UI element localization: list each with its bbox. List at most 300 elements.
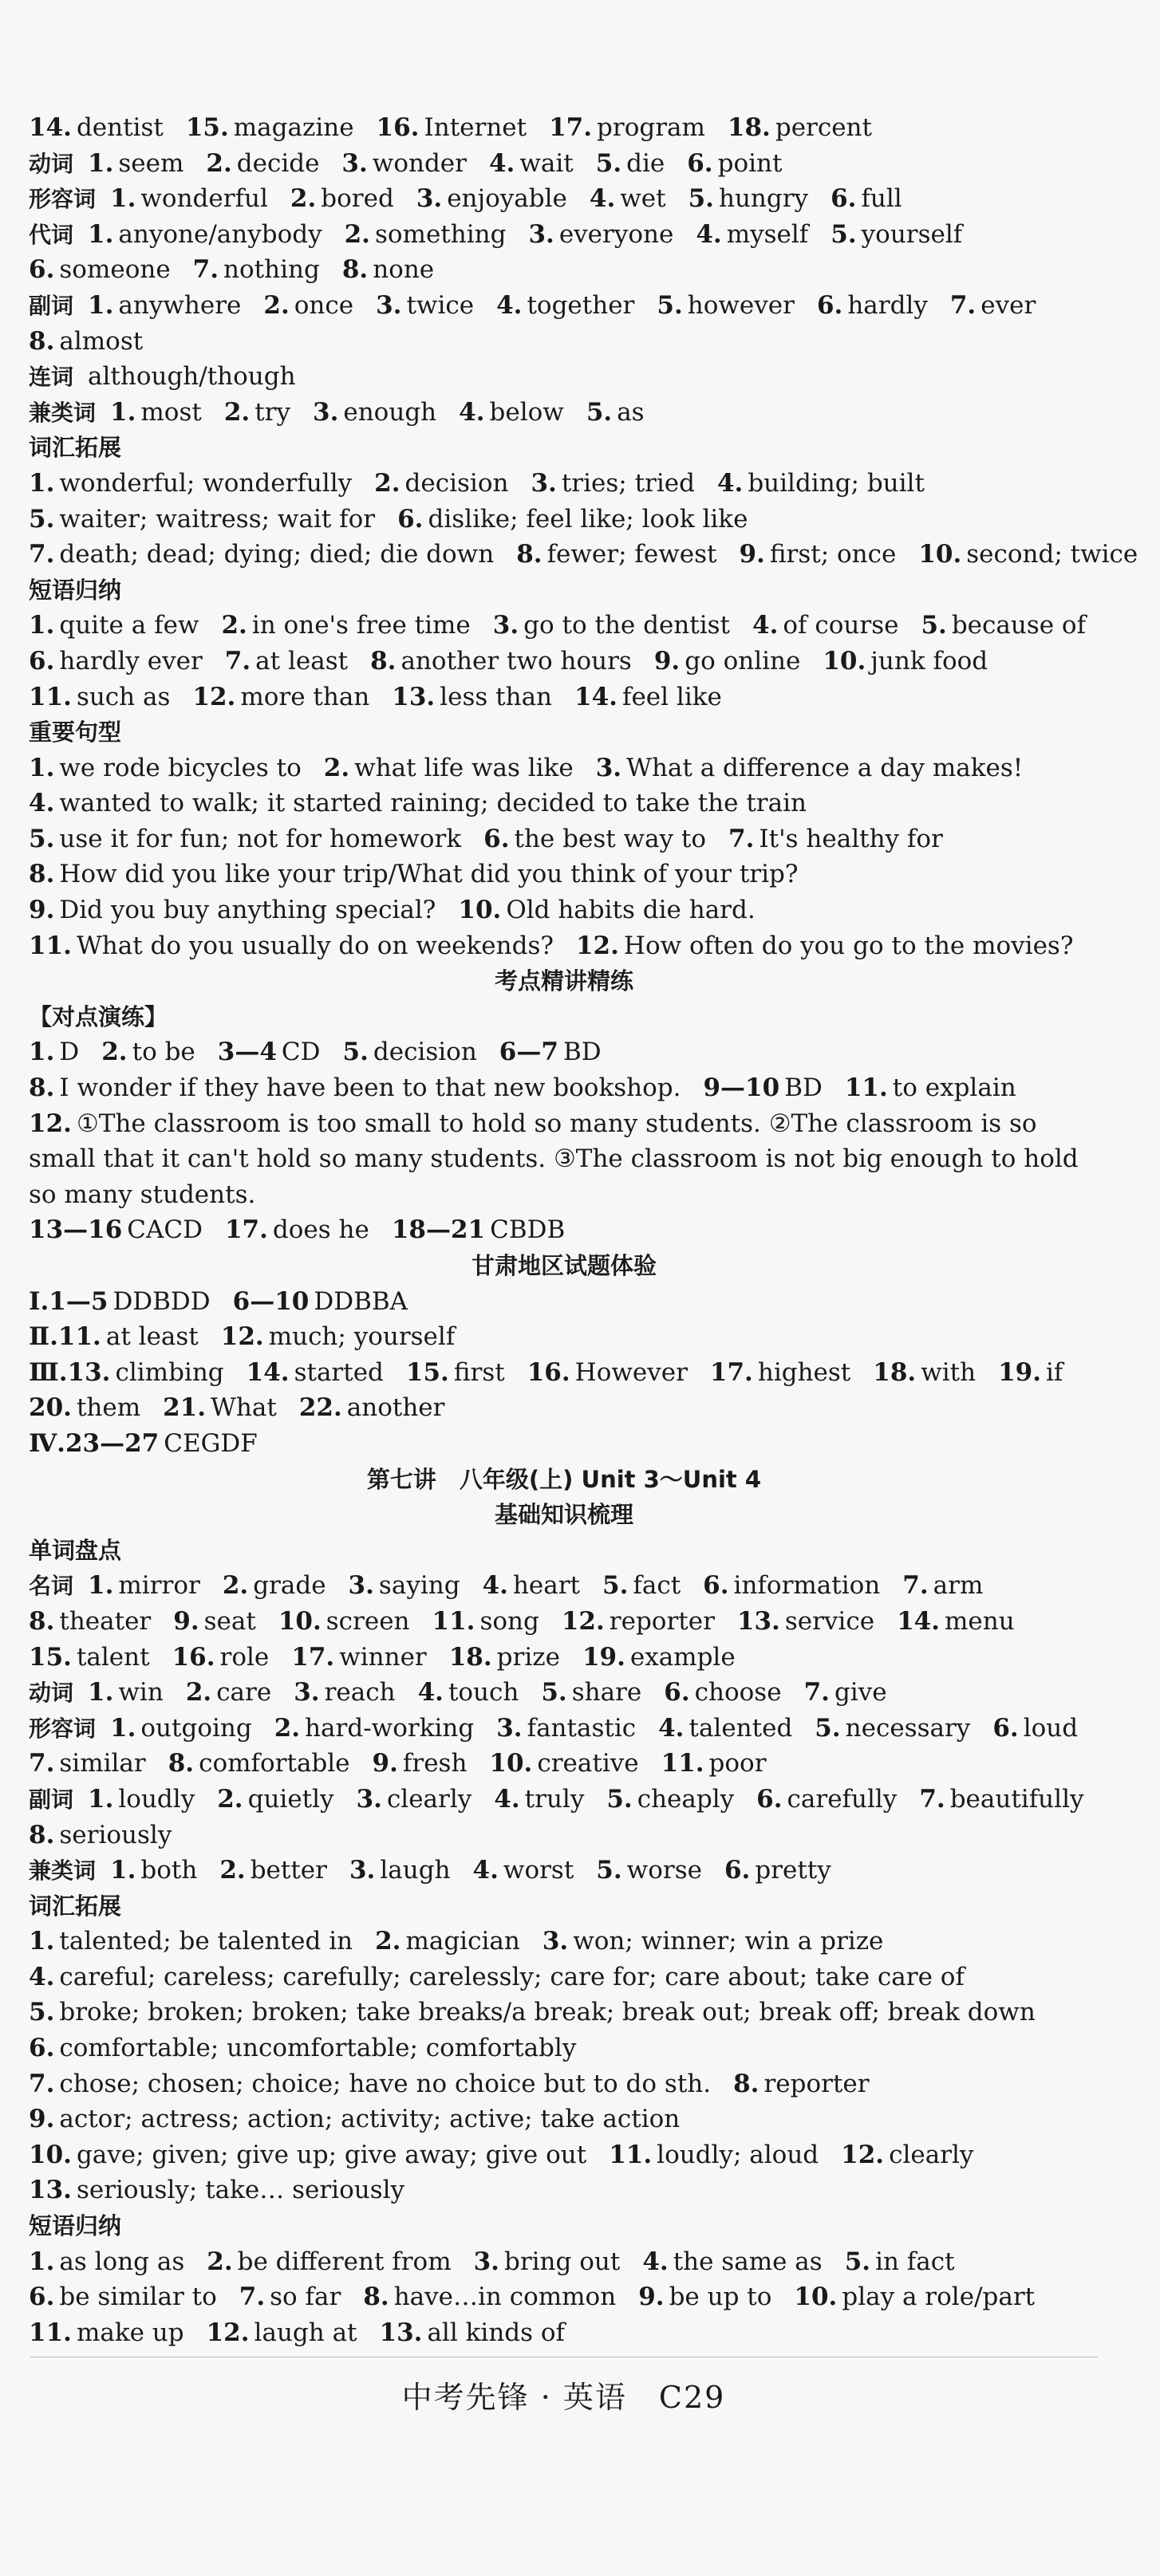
answer-item: [349, 1856, 451, 1885]
item-number: 5.: [29, 1998, 55, 2027]
item-number: 9.: [29, 896, 55, 925]
item-number: 4.: [752, 611, 779, 640]
answer-text: however: [687, 290, 795, 320]
item-number: 1.: [88, 1678, 114, 1707]
answer-text: anywhere: [118, 290, 242, 320]
answer-item: [606, 1785, 734, 1814]
answer-item: [687, 149, 782, 178]
answer-line: [29, 786, 1099, 821]
item-number: 1.: [88, 148, 114, 178]
item-number: 3.: [595, 753, 622, 782]
answer-text: information: [733, 1571, 881, 1601]
answer-text: magazine: [233, 113, 354, 142]
answer-line: [29, 1426, 1099, 1462]
answer-text: wonder: [372, 148, 467, 178]
answer-text: I wonder if they have been to that new bookshop.: [59, 1073, 681, 1103]
answer-line: [29, 146, 1099, 182]
answer-item: [831, 220, 962, 249]
answer-item: [29, 2070, 711, 2098]
item-number: 4.: [459, 397, 485, 427]
answer-text: both: [140, 1856, 198, 1885]
item-number: 3.: [349, 1856, 376, 1885]
item-number: 4.: [417, 1678, 444, 1707]
item-number: 3.: [492, 611, 519, 640]
answer-line: [29, 466, 1099, 502]
answer-item: [29, 540, 494, 569]
answer-item: [29, 1963, 965, 1991]
answer-item: [543, 1927, 884, 1956]
item-number: 2.: [101, 1038, 128, 1067]
answer-item: [218, 1038, 321, 1066]
answer-text: feel like: [621, 682, 722, 711]
answer-text: beautifully: [949, 1784, 1084, 1814]
answer-text: be different from: [237, 2247, 452, 2276]
answer-item: [418, 1678, 519, 1707]
answer-text: junk food: [870, 646, 988, 676]
answer-item: [804, 1678, 887, 1707]
item-number: 4.: [496, 290, 523, 320]
answer-item: [527, 1358, 688, 1387]
answer-line: [29, 217, 1099, 253]
answer-item: [918, 540, 1138, 569]
item-number: 4.: [488, 148, 515, 178]
item-number: 2.: [374, 468, 400, 498]
answer-item: [574, 683, 722, 711]
answer-item: [29, 1287, 211, 1316]
answer-text: comfortable: [199, 1749, 350, 1778]
answer-line: [29, 1390, 1099, 1426]
answer-text: anyone/anybody: [118, 219, 322, 249]
section-heading: 单词盘点: [29, 1536, 122, 1564]
item-number: 5.: [586, 397, 613, 427]
item-number: 12.: [192, 682, 236, 711]
answer-text: fact: [633, 1571, 681, 1601]
answer-item: [392, 1215, 565, 1244]
answer-text: program: [597, 113, 705, 142]
answer-item: [541, 1678, 641, 1707]
answer-item: [375, 1927, 520, 1956]
item-number: 16.: [527, 1357, 570, 1387]
answer-text: cheaply: [637, 1784, 735, 1814]
answer-text: most: [140, 397, 202, 427]
answer-text: fewer; fewest: [546, 540, 717, 569]
answer-line: [29, 324, 1099, 360]
answer-item: [739, 540, 896, 569]
item-number: 14.: [574, 682, 617, 711]
answer-line: [29, 2279, 1099, 2315]
answer-text: talented: [689, 1713, 793, 1743]
answer-text: once: [294, 290, 354, 320]
answer-text: CEGDF: [164, 1428, 258, 1458]
answer-text: none: [373, 255, 435, 285]
answer-item: [416, 184, 567, 213]
answer-item: [528, 220, 673, 249]
answer-line: [29, 1070, 1099, 1106]
answer-item: [921, 611, 1086, 640]
answer-line: [29, 1034, 1099, 1070]
item-number: 5.: [29, 504, 55, 534]
answer-item: [29, 2176, 404, 2204]
item-number: 12.: [561, 1606, 605, 1636]
answer-text: decision: [373, 1038, 477, 1067]
answer-text: screen: [326, 1606, 410, 1636]
answer-text: at least: [105, 1322, 199, 1352]
item-number: 7.: [224, 646, 251, 676]
answer-line: [29, 750, 1099, 786]
item-number: 5.: [657, 290, 683, 320]
answer-text: CBDB: [490, 1215, 566, 1245]
answer-item: [29, 647, 203, 676]
item-number: 2.: [219, 1856, 246, 1885]
answer-item: [224, 398, 290, 427]
answer-text: share: [571, 1678, 642, 1707]
answer-text: How did you like your trip/What did you think of your trip?: [59, 860, 799, 889]
answer-item: [29, 1998, 1036, 2027]
answer-key-page: [29, 110, 1138, 2350]
item-number: 2.: [223, 397, 251, 427]
item-number: 7.: [902, 1571, 929, 1601]
item-number: 2.: [344, 219, 370, 249]
item-number: 2.: [206, 148, 232, 178]
answer-line: [29, 2030, 1099, 2066]
answer-text: winner: [339, 1642, 427, 1672]
answer-text: tries; tried: [561, 468, 695, 498]
answer-text: gave; given; give up; give away; give out: [76, 2140, 587, 2169]
answer-text: hardly: [847, 290, 928, 320]
answer-text: DDBBA: [314, 1286, 408, 1316]
answer-item: [710, 1358, 850, 1387]
item-number: Ⅳ.23—27: [29, 1428, 160, 1458]
answer-text: be similar to: [59, 2283, 217, 2312]
answer-line: [29, 1319, 1099, 1355]
answer-item: [207, 2247, 451, 2276]
answer-text: twice: [406, 290, 475, 320]
answer-item: [225, 647, 348, 676]
item-number: 11.: [29, 2318, 72, 2347]
item-number: 4.: [482, 1571, 508, 1601]
answer-line: [29, 252, 1099, 288]
answer-item: [609, 2141, 819, 2169]
item-number: 4.: [472, 1856, 499, 1885]
item-number: 3.: [473, 2247, 499, 2276]
answer-text: so far: [270, 2283, 341, 2312]
item-number: 11.: [432, 1606, 475, 1636]
answer-text: seat: [203, 1606, 256, 1636]
answer-item: [29, 327, 143, 356]
item-number: 2.: [185, 1678, 212, 1707]
section-title: 第七讲 八年级(上) Unit 3～Unit 4: [366, 1465, 762, 1493]
item-number: 6.: [756, 1784, 783, 1814]
item-number: 2.: [207, 2247, 233, 2276]
answer-item: [638, 2283, 771, 2311]
item-number: 7.: [919, 1784, 945, 1814]
answer-text: another two hours: [400, 646, 632, 676]
item-number: 5.: [844, 2247, 871, 2276]
answer-item: [349, 1571, 460, 1600]
answer-text: talented; be talented in: [59, 1927, 353, 1956]
item-number: 1.: [29, 1927, 55, 1956]
answer-item: [343, 1038, 477, 1066]
answer-item: [756, 1785, 897, 1814]
answer-item: [29, 932, 554, 960]
answer-item: [88, 1571, 200, 1600]
item-number: 5.: [921, 611, 947, 640]
answer-item: [499, 1038, 602, 1066]
item-number: 1.: [110, 184, 136, 214]
answer-text: magician: [405, 1927, 520, 1956]
answer-text: loud: [1023, 1713, 1079, 1743]
answer-text: in fact: [875, 2247, 955, 2276]
item-number: 6.: [29, 646, 55, 676]
item-number: 12.: [220, 1322, 264, 1352]
item-number: 18.: [727, 113, 771, 142]
answer-item: [590, 184, 666, 213]
answer-item: [661, 1749, 767, 1778]
answer-text: song: [479, 1606, 539, 1636]
answer-item: [549, 113, 705, 142]
answer-text: another: [346, 1393, 445, 1423]
answer-item: [221, 611, 470, 640]
answer-item: [29, 1821, 172, 1849]
item-number: 13.: [736, 1606, 780, 1636]
answer-text: outgoing: [140, 1713, 252, 1743]
answer-line: [29, 1853, 1099, 1889]
item-number: 9.: [739, 540, 765, 569]
category-label: 副词: [29, 292, 74, 319]
answer-text: wonderful: [140, 184, 268, 214]
category-label: 兼类词: [29, 1857, 97, 1885]
item-number: 8.: [29, 1073, 55, 1103]
answer-line: [29, 1924, 1099, 1960]
answer-line: [29, 1675, 1099, 1711]
item-number: 7.: [728, 824, 755, 853]
answer-item: [406, 1358, 505, 1387]
item-number: 8.: [168, 1749, 195, 1778]
answer-item: [29, 1749, 146, 1778]
answer-text: to explain: [892, 1073, 1016, 1103]
item-number: 10.: [489, 1749, 533, 1778]
item-number: 1.: [29, 611, 55, 640]
item-number: 21.: [163, 1393, 207, 1423]
item-number: 9.: [29, 2105, 55, 2134]
item-number: 5.: [596, 1856, 622, 1885]
section-heading: 短语归纳: [29, 576, 122, 604]
item-number: 6.: [816, 290, 843, 320]
answer-line: [29, 1782, 1099, 1818]
answer-text: much; yourself: [268, 1322, 456, 1352]
item-number: 19.: [998, 1357, 1042, 1387]
answer-text: started: [294, 1357, 384, 1387]
item-number: 12.: [29, 1109, 72, 1138]
section-heading: 【对点演练】: [29, 1002, 168, 1030]
answer-item: [845, 2247, 955, 2276]
answer-text: touch: [448, 1678, 519, 1707]
answer-item: [815, 1714, 970, 1743]
category-label: 形容词: [29, 1715, 97, 1742]
answer-text: BD: [784, 1073, 823, 1103]
item-number: 4.: [696, 219, 722, 249]
answer-line: [29, 1212, 1099, 1248]
answer-text: the best way to: [514, 824, 707, 853]
item-number: 10.: [458, 896, 502, 925]
answer-text: what life was like: [354, 753, 574, 782]
answer-text: dentist: [76, 113, 164, 142]
item-number: 2.: [221, 611, 247, 640]
item-number: 3.: [496, 1713, 523, 1743]
item-number: 14.: [29, 113, 72, 142]
answer-item: [919, 1785, 1083, 1814]
answer-text: try: [254, 397, 290, 427]
item-number: 12.: [206, 2318, 250, 2347]
item-number: 10.: [29, 2140, 72, 2169]
item-number: 18.: [448, 1642, 492, 1672]
answer-item: [728, 825, 943, 853]
answer-line: [29, 359, 1099, 395]
item-number: 20.: [29, 1393, 72, 1423]
section-heading: 词汇拓展: [29, 434, 122, 462]
answer-text: almost: [59, 326, 144, 356]
item-number: 1.: [29, 753, 55, 782]
item-number: 6.: [397, 504, 424, 534]
item-number: 10.: [918, 540, 962, 569]
answer-text: creative: [537, 1749, 639, 1778]
item-number: Ⅱ.11.: [29, 1322, 101, 1352]
answer-item: [294, 1678, 395, 1707]
answer-text: bored: [321, 184, 394, 214]
item-number: 1.: [110, 1856, 136, 1885]
answer-text: something: [374, 219, 507, 249]
answer-item: [363, 2283, 616, 2311]
answer-text: It's healthy for: [759, 824, 943, 853]
answer-line: [29, 2137, 1099, 2173]
answer-item: [274, 1714, 475, 1743]
item-number: 14.: [897, 1606, 940, 1636]
answer-text: grade: [253, 1571, 326, 1601]
category-label: 形容词: [29, 186, 97, 213]
item-number: 7.: [239, 2283, 266, 2312]
answer-text: ①The classroom is too small to hold so many students. ②The classroom is so small that it can't hold so many students. ③The classroom is not big enough to hold so many students.: [29, 1109, 1079, 1209]
answer-line: [29, 1995, 1099, 2030]
item-number: 2.: [274, 1713, 301, 1743]
answer-item: [207, 2318, 357, 2347]
answer-item: [642, 2247, 822, 2276]
item-number: 4.: [642, 2247, 669, 2276]
answer-item: [370, 647, 632, 676]
answer-text: actor; actress; action; activity; active; take action: [59, 2105, 681, 2134]
item-number: 13.: [392, 682, 436, 711]
answer-item: [29, 469, 352, 498]
answer-text: Internet: [424, 113, 527, 142]
answer-text: seriously; take… seriously: [76, 2176, 405, 2205]
item-number: 15.: [29, 1642, 72, 1672]
answer-text: careful; careless; carefully; carelessly; care for; care about; take care of: [59, 1962, 965, 1991]
answer-text: go online: [685, 646, 801, 676]
answer-item: [654, 647, 801, 676]
answer-item: [168, 1749, 350, 1778]
category-label: 动词: [29, 150, 74, 177]
answer-item: [493, 611, 730, 640]
item-number: 7.: [803, 1678, 830, 1707]
item-number: 4.: [494, 1784, 520, 1814]
item-number: 8.: [29, 1820, 55, 1849]
answer-text: quite a few: [59, 611, 199, 640]
item-number: 11.: [29, 682, 72, 711]
answer-item: [290, 184, 394, 213]
answer-line: [29, 1355, 1099, 1391]
category-label: 代词: [29, 221, 74, 248]
item-number: 8.: [370, 646, 397, 676]
answer-item: [110, 1856, 197, 1885]
answer-item: [172, 1643, 270, 1672]
answer-item: [689, 184, 808, 213]
item-number: 10.: [278, 1606, 322, 1636]
item-number: 10.: [794, 2283, 838, 2312]
answer-item: [173, 1607, 256, 1636]
answer-item: [658, 1714, 792, 1743]
answer-item: [473, 1856, 574, 1885]
answer-line: [29, 2101, 1099, 2137]
answer-item: [596, 754, 1024, 782]
answer-text: does he: [272, 1215, 369, 1245]
page-footer: 中考先锋 · 英语 C29: [401, 2380, 726, 2415]
answer-text: comfortable; uncomfortable; comfortably: [59, 2034, 577, 2063]
item-number: 2.: [222, 1571, 249, 1601]
answer-text: play a role/part: [842, 2283, 1036, 2312]
answer-item: [657, 291, 795, 320]
answer-text: although/though: [88, 362, 296, 392]
item-number: 11.: [29, 931, 72, 960]
answer-item: [596, 1856, 702, 1885]
item-number: 3.: [531, 468, 557, 498]
answer-item: [841, 2141, 973, 2169]
answer-text: DDBDD: [112, 1286, 211, 1316]
answer-item: [664, 1678, 781, 1707]
answer-text: loudly: [118, 1784, 195, 1814]
item-number: 18—21: [391, 1215, 486, 1245]
answer-text: myself: [726, 219, 809, 249]
answer-item: [219, 1856, 327, 1885]
answer-item: [88, 1678, 164, 1707]
item-number: 3.: [528, 219, 554, 249]
answer-item: [29, 754, 302, 782]
item-number: 6.: [29, 2034, 55, 2063]
answer-text: What a difference a day makes!: [626, 753, 1024, 782]
answer-text: worse: [626, 1856, 702, 1885]
answer-item: [29, 2141, 586, 2169]
answer-text: fresh: [402, 1749, 468, 1778]
answer-item: [823, 647, 988, 676]
answer-text: nothing: [223, 255, 320, 285]
category-label: 副词: [29, 1786, 74, 1813]
answer-item: [29, 611, 199, 640]
answer-text: point: [717, 148, 783, 178]
answer-item: [998, 1358, 1063, 1387]
item-number: 2.: [323, 753, 350, 782]
answer-item: [163, 1393, 277, 1422]
answer-item: [373, 1749, 468, 1778]
answer-line: [29, 1604, 1099, 1640]
answer-item: [29, 505, 375, 534]
answer-text: laugh at: [254, 2318, 357, 2347]
answer-item: [489, 149, 574, 178]
answer-text: menu: [945, 1606, 1015, 1636]
answer-text: clearly: [889, 2140, 974, 2169]
answer-text: What do you usually do on weekends?: [76, 931, 554, 960]
answer-item: [341, 149, 467, 178]
item-number: 3.: [341, 148, 368, 178]
answer-text: wonderful; wonderfully: [59, 468, 353, 498]
answer-text: seriously: [59, 1820, 172, 1849]
